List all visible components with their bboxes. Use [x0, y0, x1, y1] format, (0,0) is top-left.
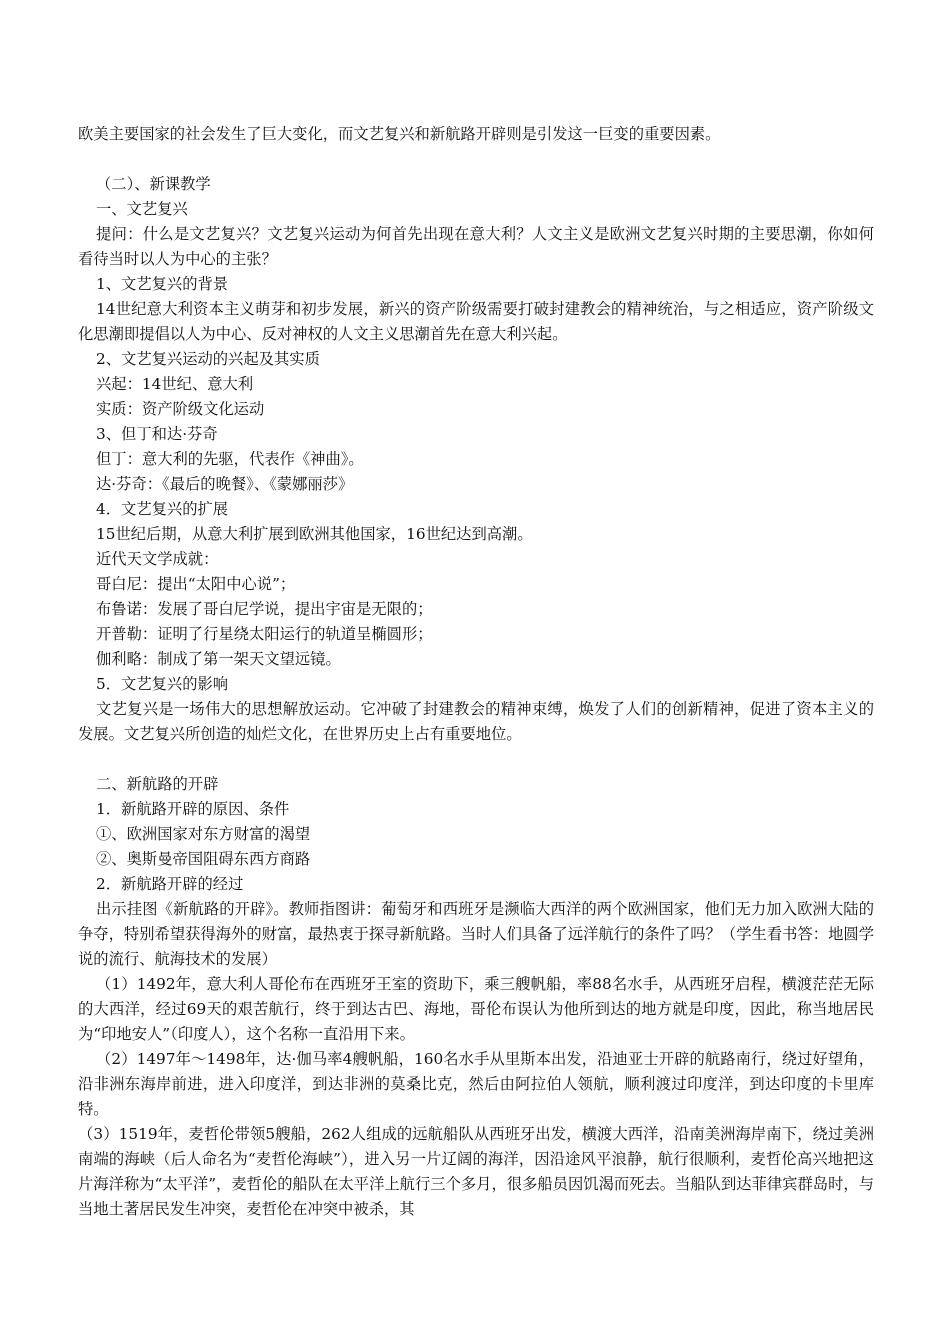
blank-line: [78, 747, 874, 772]
paragraph: 布鲁诺：发展了哥白尼学说，提出宇宙是无限的；: [96, 600, 433, 618]
paragraph: （二）、新课教学: [96, 175, 211, 193]
paragraph: 二、新航路的开辟: [96, 775, 219, 793]
paragraph: 达·芬奇：《最后的晚餐》、《蒙娜丽莎》: [96, 475, 354, 493]
paragraph: 哥白尼：提出“太阳中心说”；: [96, 575, 296, 593]
paragraph: 1、文艺复兴的背景: [96, 275, 229, 293]
paragraph: 提问：什么是文艺复兴？文艺复兴运动为何首先出现在意大利？人文主义是欧洲文艺复兴时期的主要思潮，你如何看待当时以人为中心的主张？: [78, 225, 874, 268]
paragraph: 欧美主要国家的社会发生了巨大变化，而文艺复兴和新航路开辟则是引发这一巨变的重要因素。: [78, 125, 721, 143]
paragraph: 5．文艺复兴的影响: [96, 675, 229, 693]
paragraph: 出示挂图《新航路的开辟》。教师指图讲：葡萄牙和西班牙是濒临大西洋的两个欧洲国家，他们无力加入欧洲大陆的争夺，特别希望获得海外的财富，最热衷于探寻新航路。当时人们具备了远洋航行的条件了吗？（学生看书答：地圆学说的流行、航海技术的发展）: [78, 900, 874, 968]
paragraph: 2．新航路开辟的经过: [96, 875, 244, 893]
blank-line: [78, 147, 874, 172]
paragraph: 2、文艺复兴运动的兴起及其实质: [96, 350, 320, 368]
paragraph: 近代天文学成就：: [96, 550, 219, 568]
paragraph: ①、欧洲国家对东方财富的渴望: [96, 825, 311, 843]
paragraph: 开普勒：证明了行星绕太阳运行的轨道呈椭圆形；: [96, 625, 433, 643]
paragraph: （1）1492年，意大利人哥伦布在西班牙王室的资助下，乘三艘帆船，率88名水手，从西班牙启程，横渡茫茫无际的大西洋，经过69天的艰苦航行，终于到达古巴、海地，哥伦布误认为他所到达的地方就是印度，因此，称当地居民为“印地安人”（印度人），这个名称一直沿用下来。: [78, 975, 874, 1043]
paragraph: 一、文艺复兴: [96, 200, 188, 218]
paragraph: 伽利略：制成了第一架天文望远镜。: [96, 650, 341, 668]
paragraph: 3、但丁和达·芬奇: [96, 425, 218, 443]
paragraph: 4．文艺复兴的扩展: [96, 500, 229, 518]
paragraph: 实质：资产阶级文化运动: [96, 400, 265, 418]
paragraph: （2）1497年～1498年，达·伽马率4艘帆船，160名水手从里斯本出发，沿迪亚士开辟的航路南行，绕过好望角，沿非洲东海岸前进，进入印度洋，到达非洲的莫桑比克，然后由阿拉伯人领航，顺利渡过印度洋，到达印度的卡里库特。: [78, 1050, 874, 1118]
paragraph: ②、奥斯曼帝国阻碍东西方商路: [96, 850, 311, 868]
paragraph: 兴起：14世纪、意大利: [96, 375, 254, 393]
paragraph: 但丁：意大利的先驱，代表作《神曲》。: [96, 450, 364, 468]
paragraph: 15世纪后期，从意大利扩展到欧洲其他国家，16世纪达到高潮。: [96, 525, 533, 543]
document-body: [78, 122, 874, 1222]
paragraph: 文艺复兴是一场伟大的思想解放运动。它冲破了封建教会的精神束缚，焕发了人们的创新精神，促进了资本主义的发展。文艺复兴所创造的灿烂文化，在世界历史上占有重要地位。: [78, 700, 874, 743]
paragraph: 14世纪意大利资本主义萌芽和初步发展，新兴的资产阶级需要打破封建教会的精神统治，与之相适应，资产阶级文化思潮即提倡以人为中心、反对神权的人文主义思潮首先在意大利兴起。: [78, 300, 874, 343]
paragraph: （3）1519年，麦哲伦带领5艘船，262人组成的远航船队从西班牙出发，横渡大西洋，沿南美洲海岸南下，绕过美洲南端的海峡（后人命名为“麦哲伦海峡”），进入另一片辽阔的海洋，因沿途风平浪静，航行很顺利，麦哲伦高兴地把这片海洋称为“太平洋”，麦哲伦的船队在太平洋上航行三个多月，很多船员因饥渴而死去。当船队到达菲律宾群岛时，与当地土著居民发生冲突，麦哲伦在冲突中被杀，其: [78, 1125, 874, 1218]
paragraph: 1．新航路开辟的原因、条件: [96, 800, 290, 818]
